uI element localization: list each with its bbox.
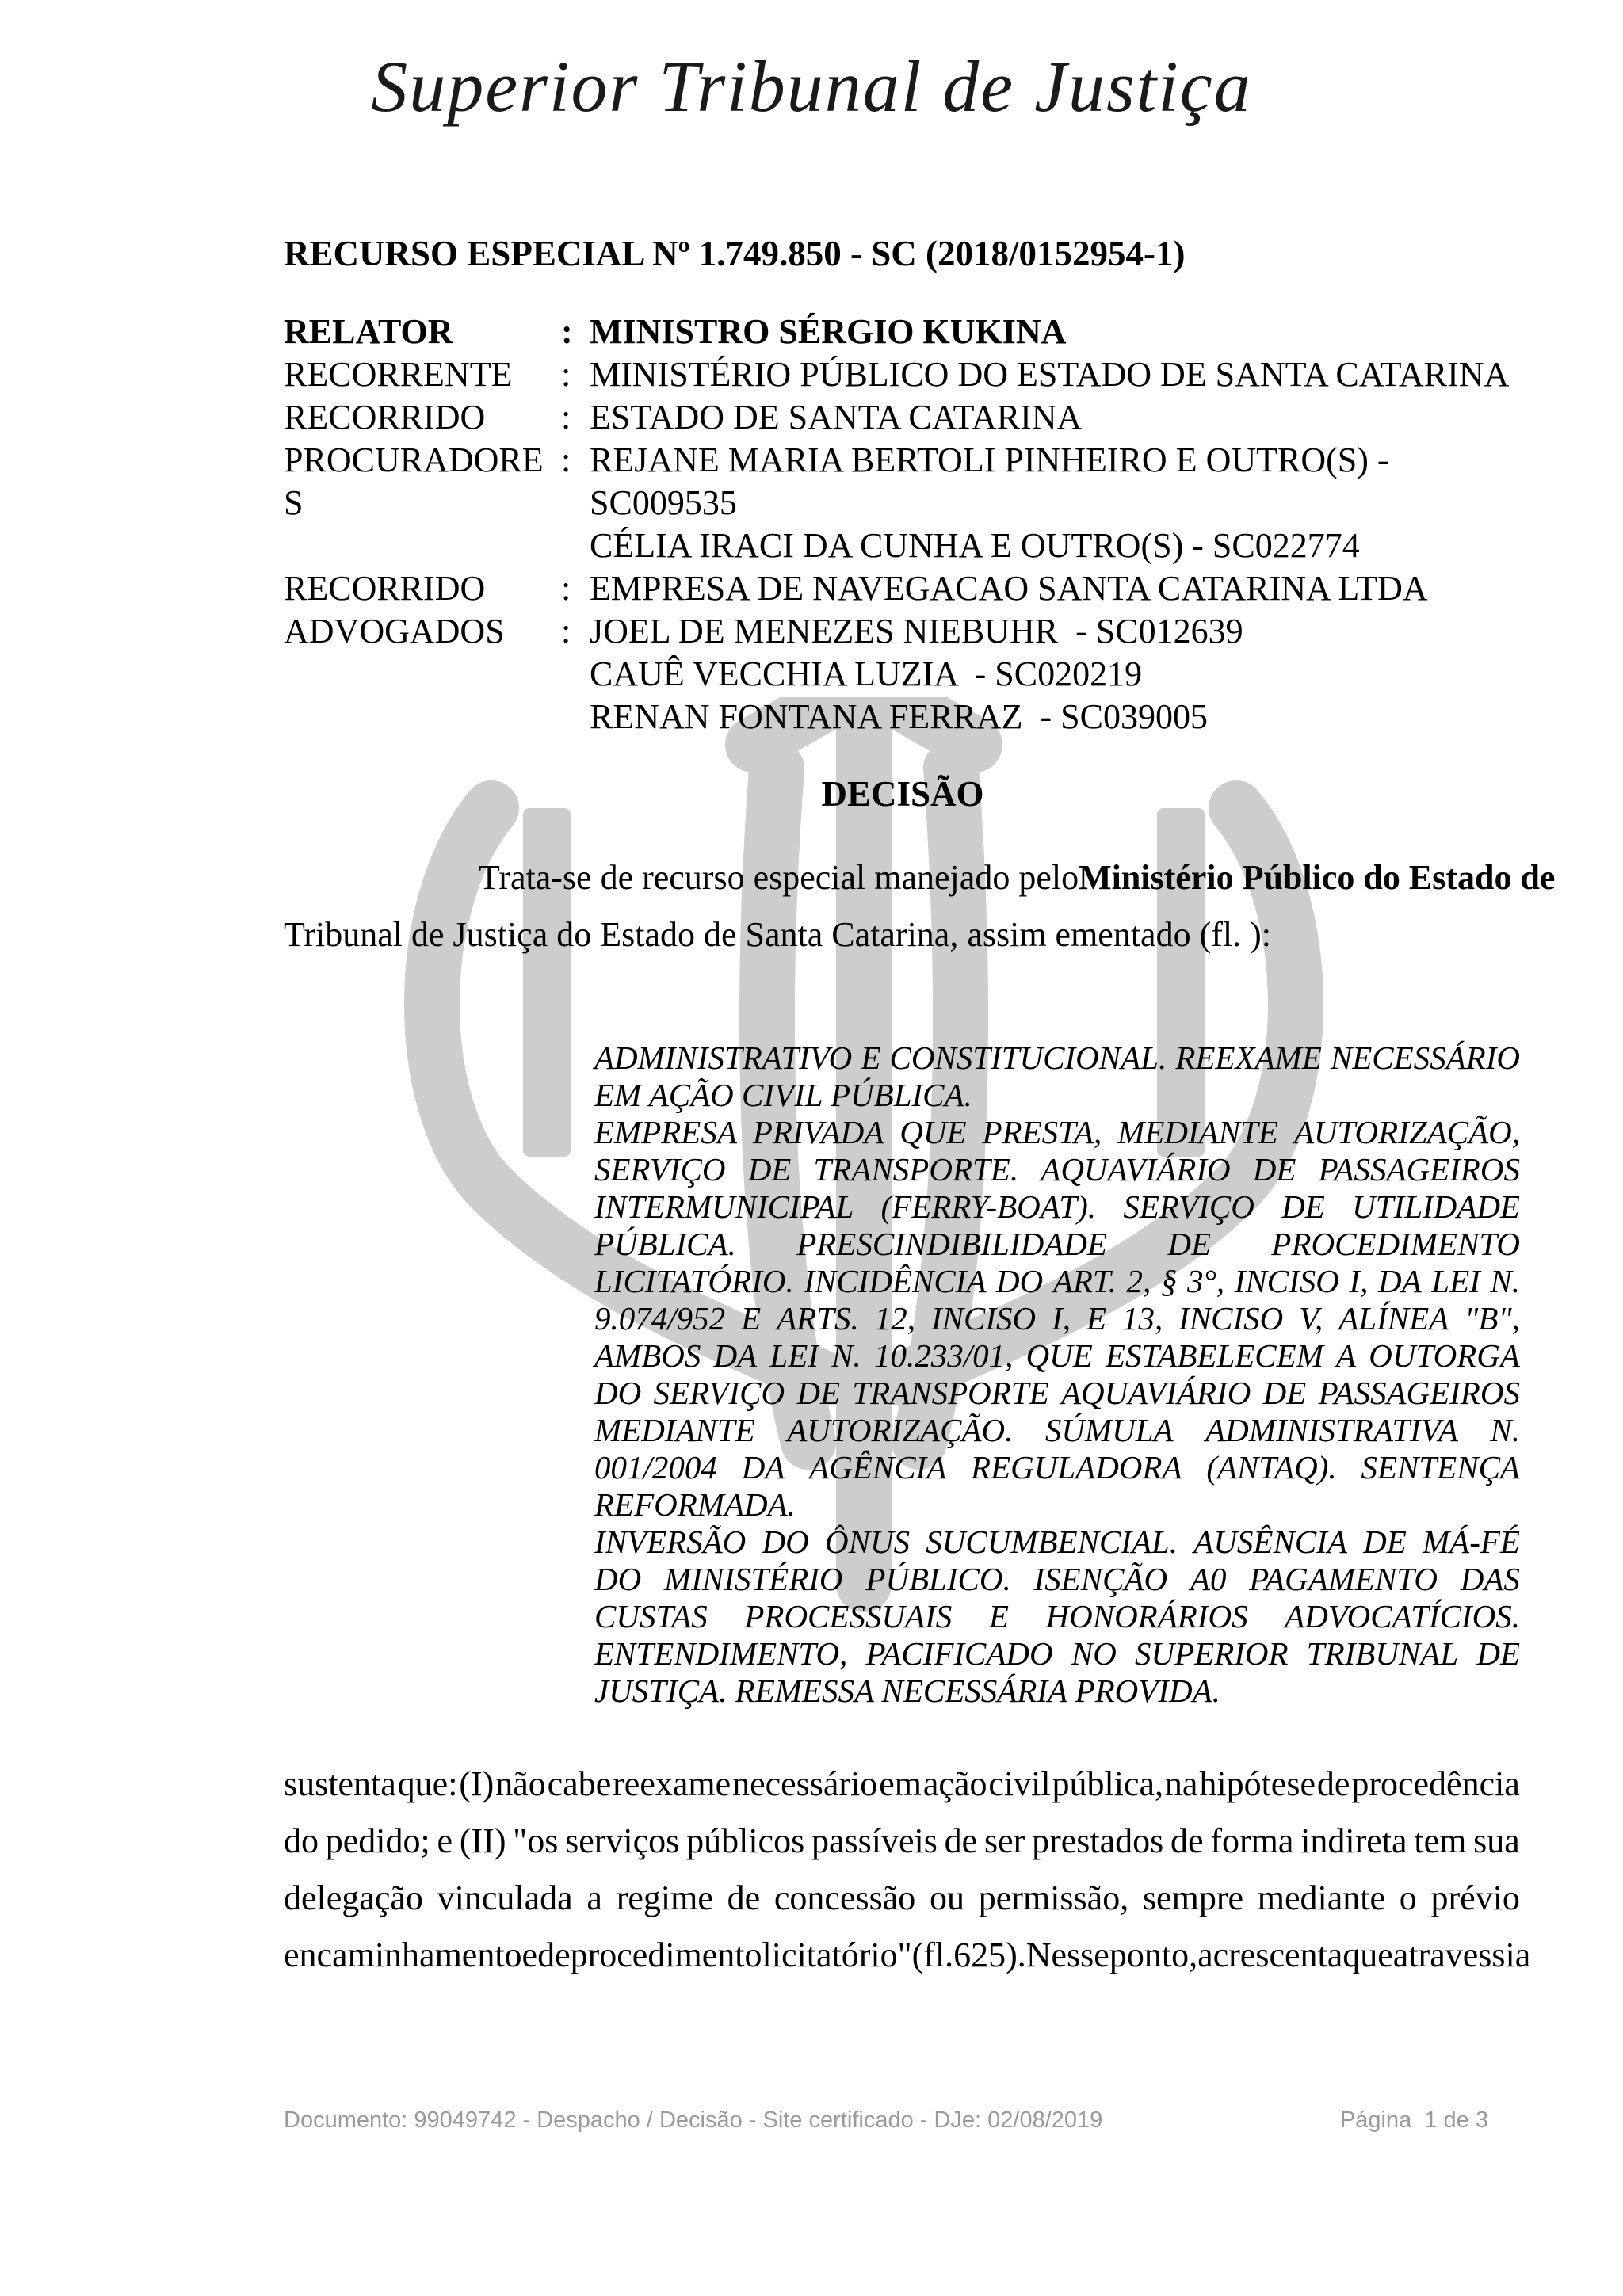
ementa-line (594, 1300, 1520, 1337)
footer-document-info: Documento: 99049742 - Despacho / Decisão - Site certificado - DJe: 02/08/2019 (284, 2107, 1103, 2133)
procuradores-word: E (1175, 441, 1197, 479)
ementa-line: JUSTIÇA. REMESSA NECESSÁRIA PROVIDA. (594, 1672, 1220, 1709)
word: LEI (769, 1337, 819, 1374)
ementa-line (594, 1598, 1520, 1635)
word: em (879, 1764, 922, 1803)
word: de (727, 1878, 761, 1917)
word: TRIBUNAL (1306, 1635, 1459, 1672)
word: SERVIÇO (653, 1375, 785, 1411)
word: CUSTAS (594, 1598, 708, 1634)
ementa-line (594, 1412, 1520, 1449)
paragraph-line (284, 1870, 1520, 1927)
ementa-line (594, 1561, 1520, 1598)
party-label-relator: RELATOR (284, 312, 453, 351)
word: (I) (459, 1764, 495, 1803)
word: 625). (953, 1936, 1026, 1974)
page-footer (284, 2107, 1488, 2134)
word: UTILIDADE (1352, 1188, 1520, 1225)
word: 12, (874, 1300, 916, 1337)
word: PRESTA, (982, 1114, 1102, 1150)
word: SUPERIOR (1135, 1635, 1289, 1672)
parties-block (284, 311, 1520, 738)
word: Nesse (1025, 1936, 1109, 1974)
word: encaminhamento (284, 1936, 522, 1974)
word: e (437, 1821, 453, 1860)
word: INCISO (930, 1300, 1037, 1337)
word: SERVIÇO (1123, 1188, 1254, 1225)
word: acrescenta (1197, 1936, 1343, 1974)
word: NECESSÁRIO (1330, 1039, 1520, 1076)
word: pública, (1052, 1764, 1164, 1803)
word: o (1399, 1878, 1417, 1917)
word: DE (1167, 1226, 1211, 1262)
procuradores-line2: SC009535 (590, 483, 737, 522)
word: LICITATÓRIO. (594, 1263, 794, 1299)
ementa-line (594, 1226, 1520, 1263)
word: procedimento (570, 1936, 762, 1974)
word: cabe (547, 1764, 612, 1803)
word: ISENÇÃO (1033, 1561, 1168, 1597)
court-header: Superior Tribunal de Justiça (371, 46, 1252, 127)
word: (FERRY-BOAT). (880, 1188, 1096, 1225)
word: PRIVADA (752, 1114, 884, 1150)
word: que (1342, 1936, 1393, 1974)
word: necessário (732, 1764, 878, 1803)
word: ser (983, 1821, 1025, 1860)
word: INCISO (1234, 1263, 1339, 1299)
word: AMBOS (594, 1337, 701, 1374)
word: ADVOCATÍCIOS. (1285, 1598, 1520, 1634)
word: de (1170, 1821, 1204, 1860)
paragraph-line (284, 849, 1556, 906)
word: civil (988, 1764, 1051, 1803)
word: DE (1252, 1151, 1296, 1188)
party-value-procuradores (590, 439, 1520, 567)
word: CONSTITUCIONAL. (889, 1039, 1167, 1076)
word: licitatório" (762, 1936, 912, 1974)
party-label-recorrido: RECORRIDO (284, 398, 486, 437)
ementa-line (594, 1151, 1520, 1188)
word: NO (1071, 1635, 1117, 1672)
word: DE (1476, 1635, 1520, 1672)
word: ÔNUS (824, 1524, 911, 1560)
paragraph-line (284, 1927, 1531, 1984)
word: (ANTAQ). (1206, 1449, 1337, 1486)
word: PÚBLICA. (594, 1226, 736, 1262)
word: DO (594, 1375, 642, 1411)
word: ação (922, 1764, 987, 1803)
procuradores-word: BERTOLI (851, 441, 996, 479)
word: ESTABELECEM (1106, 1337, 1323, 1374)
paragraph-line: Tribunal de Justiça do Estado de Santa Catarina, assim ementado (fl. ): (284, 915, 1271, 954)
procuradores-line3: CÉLIA IRACI DA CUNHA E OUTRO(S) - SC022774 (590, 526, 1360, 565)
word: I, (1349, 1263, 1369, 1299)
procuradores-word: MARIA (727, 441, 843, 479)
word: ou (930, 1878, 965, 1917)
advogado-line: CAUÊ VECCHIA LUZIA - SC020219 (590, 654, 1143, 693)
word: AQUAVIÁRIO (1041, 1151, 1231, 1188)
party-value-recorrido-estado: ESTADO DE SANTA CATARINA (590, 398, 1083, 437)
paragraph-line (284, 1813, 1520, 1870)
word: na (1164, 1764, 1198, 1803)
word: DE (1262, 1375, 1307, 1411)
word: ENTENDIMENTO, (594, 1635, 848, 1672)
party-separator: : (561, 398, 571, 437)
word: DAS (1460, 1561, 1520, 1597)
ementa-line (594, 1375, 1520, 1412)
party-value-relator: MINISTRO SÉRGIO KUKINA (590, 312, 1067, 351)
word: DE (1363, 1524, 1407, 1560)
word: 10.233/01, (873, 1337, 1014, 1374)
word: vinculada (437, 1878, 573, 1917)
word: que: (397, 1764, 458, 1803)
word: ADMINISTRATIVO (594, 1039, 853, 1076)
party-label-advogados: ADVOGADOS (284, 612, 505, 650)
party-label-recorrente: RECORRENTE (284, 355, 513, 394)
party-separator: : (561, 312, 573, 351)
word: mediante (1257, 1878, 1386, 1917)
party-row-recorrido-empresa (284, 567, 1520, 610)
procuradores-line1 (590, 439, 1520, 482)
word: PASSAGEIROS (1318, 1151, 1520, 1188)
party-value-recorrido-empresa: EMPRESA DE NAVEGACAO SANTA CATARINA LTDA (590, 569, 1428, 608)
word: SUCUMBENCIAL. (926, 1524, 1178, 1560)
word: passíveis (811, 1821, 938, 1860)
word: travessia (1408, 1936, 1531, 1974)
word: regime (616, 1878, 713, 1917)
text-run-bold: Ministério Público do Estado de (1079, 858, 1556, 897)
word: REGULADORA (971, 1449, 1182, 1486)
party-row-procuradores (284, 439, 1520, 567)
word: PAGAMENTO (1249, 1561, 1438, 1597)
word: indireta (1300, 1821, 1407, 1860)
advogado-line: RENAN FONTANA FERRAZ - SC039005 (590, 697, 1208, 736)
word: prestados (1032, 1821, 1164, 1860)
word: OUTORGA (1369, 1337, 1520, 1374)
word: SENTENÇA (1361, 1449, 1520, 1486)
word: HONORÁRIOS (1045, 1598, 1248, 1634)
party-row-recorrido-estado (284, 396, 1520, 439)
word: DO (995, 1263, 1044, 1299)
word: sempre (1142, 1878, 1243, 1917)
word: PÚBLICO. (865, 1561, 1011, 1597)
word: A (1336, 1337, 1357, 1374)
word: de (537, 1936, 571, 1974)
ementa-line (594, 1039, 1520, 1077)
advogado-line: JOEL DE MENEZES NIEBUHR - SC012639 (590, 612, 1243, 650)
procuradores-word: REJANE (590, 441, 720, 479)
word: não (495, 1764, 546, 1803)
party-row-recorrente (284, 353, 1520, 396)
word: ART. (1052, 1263, 1117, 1299)
word: INVERSÃO (594, 1524, 747, 1560)
word: PROCESSUAIS (744, 1598, 953, 1634)
word: DE (1281, 1188, 1325, 1225)
word: N. (1490, 1412, 1520, 1448)
word: DO (594, 1561, 642, 1597)
ementa-line (594, 1337, 1520, 1375)
word: DE (796, 1375, 841, 1411)
party-value-advogados (590, 610, 1520, 738)
word: 001/2004 (594, 1449, 717, 1486)
word: N. (1490, 1263, 1520, 1299)
case-title: RECURSO ESPECIAL Nº 1.749.850 - SC (2018/0152954-1) (284, 234, 1186, 273)
word: E (988, 1598, 1009, 1634)
word: (II) (459, 1821, 506, 1860)
word: EMPRESA (594, 1114, 737, 1150)
ementa-line (594, 1263, 1520, 1300)
word: permissão, (978, 1878, 1129, 1917)
party-separator: : (561, 569, 571, 608)
word: hipótese (1199, 1764, 1316, 1803)
word: 9.074/952 (594, 1300, 726, 1337)
word: DA (741, 1449, 785, 1486)
party-separator: : (561, 441, 571, 479)
word: forma (1210, 1821, 1294, 1860)
word: MEDIANTE (1117, 1114, 1278, 1150)
word: I, (1052, 1300, 1071, 1337)
word: ponto, (1109, 1936, 1198, 1974)
word: AUSÊNCIA (1193, 1524, 1347, 1560)
word: prévio (1430, 1878, 1520, 1917)
word: AGÊNCIA (809, 1449, 947, 1486)
word: de (1316, 1764, 1350, 1803)
word: delegação (284, 1878, 423, 1917)
ementa-line: EM AÇÃO CIVIL PÚBLICA. (594, 1077, 972, 1113)
word: E (741, 1300, 762, 1337)
word: procedência (1351, 1764, 1520, 1803)
word: "os (513, 1821, 559, 1860)
ementa-block (594, 1039, 1520, 1710)
party-value-recorrente: MINISTÉRIO PÚBLICO DO ESTADO DE SANTA CATARINA (590, 355, 1510, 394)
word: a (1392, 1936, 1409, 1974)
word: PRESCINDIBILIDADE (796, 1226, 1107, 1262)
word: MÁ-FÉ (1423, 1524, 1520, 1560)
word: PROCEDIMENTO (1271, 1226, 1520, 1262)
word: (fl. (911, 1936, 954, 1974)
word: tem (1414, 1821, 1467, 1860)
ementa-line (594, 1635, 1520, 1672)
text-run: Trata-se de recurso especial manejado pelo (479, 858, 1079, 897)
word: 13, (1121, 1300, 1163, 1337)
word: ARTS. (777, 1300, 859, 1337)
word: PACIFICADO (865, 1635, 1053, 1672)
word: reexame (613, 1764, 731, 1803)
word: TRANSPORTE (852, 1375, 1049, 1411)
paragraph-intro (284, 849, 1556, 963)
decisao-title: DECISÃO (821, 774, 984, 814)
word: REEXAME (1175, 1039, 1322, 1076)
word: TRANSPORTE. (813, 1151, 1019, 1188)
word: INTERMUNICIPAL (594, 1188, 854, 1225)
ementa-line (594, 1114, 1520, 1151)
word: LEI (1431, 1263, 1480, 1299)
word: 2, (1126, 1263, 1151, 1299)
word: § (1160, 1263, 1178, 1299)
word: MINISTÉRIO (664, 1561, 843, 1597)
party-row-relator (284, 311, 1520, 353)
party-row-advogados (284, 610, 1520, 738)
word: DE (747, 1151, 792, 1188)
party-label-procuradores-line2: S (284, 483, 304, 522)
word: e (521, 1936, 538, 1974)
party-separator: : (561, 355, 571, 394)
word: E (1086, 1300, 1106, 1337)
procuradores-word: - (1377, 441, 1389, 479)
word: SÚMULA (1044, 1412, 1174, 1448)
procuradores-word: OUTRO(S) (1205, 441, 1369, 479)
word: SERVIÇO (594, 1151, 726, 1188)
word: A0 (1190, 1561, 1227, 1597)
word: E (861, 1039, 881, 1076)
footer-page-info: Página 1 de 3 (1339, 2107, 1488, 2133)
word: ADMINISTRATIVA (1205, 1412, 1458, 1448)
word: 3°, (1187, 1263, 1225, 1299)
word: N. (831, 1337, 861, 1374)
word: QUE (899, 1114, 967, 1150)
word: do (284, 1821, 319, 1860)
word: sustenta (284, 1764, 396, 1803)
word: QUE (1025, 1337, 1093, 1374)
word: INCIDÊNCIA (804, 1263, 987, 1299)
word: DO (762, 1524, 809, 1560)
ementa-line: REFORMADA. (594, 1486, 796, 1523)
word: DA (713, 1337, 758, 1374)
paragraph-violation (284, 1756, 1531, 1984)
word: MEDIANTE (594, 1412, 755, 1448)
party-label-procuradores (284, 439, 561, 567)
word: AUTORIZAÇÃO, (1293, 1114, 1520, 1150)
word: sua (1473, 1821, 1520, 1860)
ementa-line (594, 1188, 1520, 1226)
party-separator: : (561, 612, 571, 650)
word: AUTORIZAÇÃO. (787, 1412, 1014, 1448)
word: PASSAGEIROS (1318, 1375, 1520, 1411)
party-label-procuradores-line1: PROCURADORE (284, 441, 544, 479)
word: de (944, 1821, 978, 1860)
procuradores-word: PINHEIRO (1004, 441, 1167, 479)
ementa-line (594, 1449, 1520, 1486)
word: INCISO (1178, 1300, 1284, 1337)
word: a (586, 1878, 602, 1917)
word: ALÍNEA (1338, 1300, 1449, 1337)
word: "B", (1465, 1300, 1520, 1337)
party-label-recorrido: RECORRIDO (284, 569, 486, 608)
word: públicos (686, 1821, 805, 1860)
word: serviços (565, 1821, 680, 1860)
word: pedido; (325, 1821, 430, 1860)
paragraph-line (284, 1756, 1520, 1813)
word: concessão (773, 1878, 916, 1917)
word: V, (1299, 1300, 1323, 1337)
ementa-line (594, 1524, 1520, 1561)
word: AQUAVIÁRIO (1061, 1375, 1251, 1411)
word: DA (1378, 1263, 1422, 1299)
